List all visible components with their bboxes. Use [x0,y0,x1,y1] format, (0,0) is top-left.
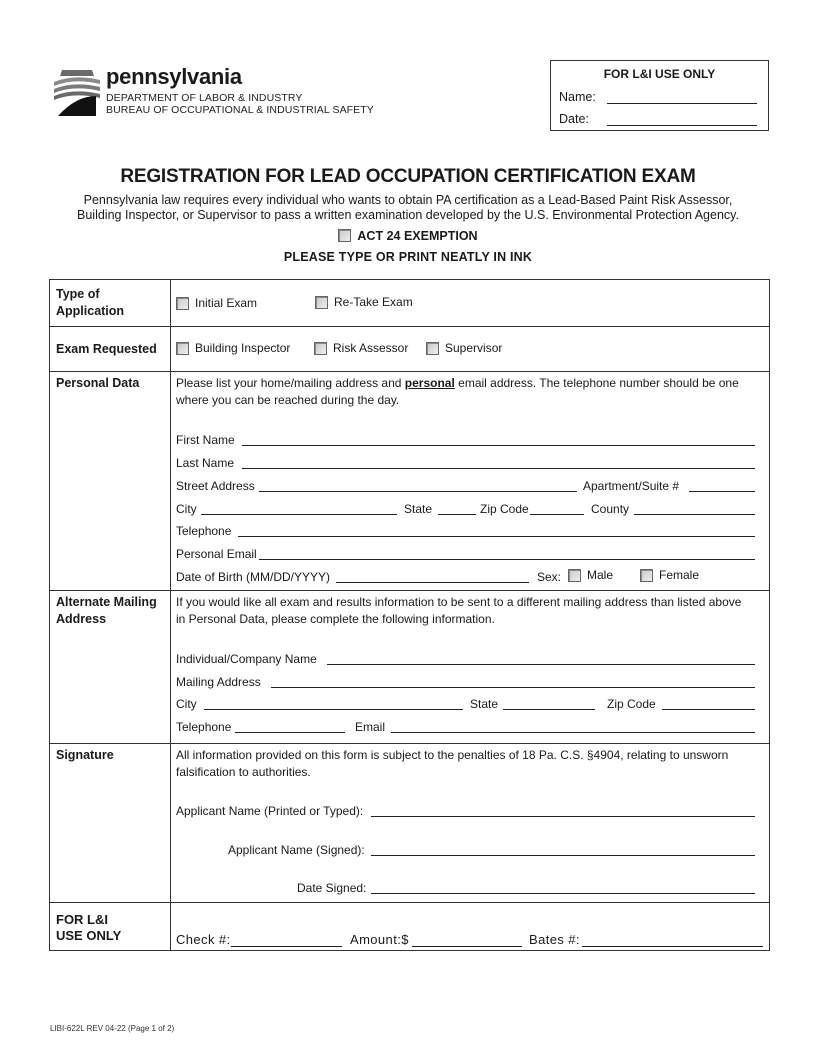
alt-city-label: City [176,697,197,711]
form-number-footer: LIBI-622L REV 04-22 (Page 1 of 2) [50,1024,175,1033]
org-name: pennsylvania [106,64,242,89]
alt-city-input[interactable] [204,709,463,710]
zip-label: Zip Code [480,502,529,516]
dob-label: Date of Birth (MM/DD/YYYY) [176,570,331,584]
signed-name-input[interactable] [371,855,755,856]
registration-table [49,279,770,951]
row-divider [50,743,769,744]
personal-data-label: Personal Data [56,376,140,390]
telephone-label: Telephone [176,524,232,538]
telephone-input[interactable] [238,536,755,537]
company-name-input[interactable] [327,664,755,665]
apartment-input[interactable] [689,491,755,492]
row-divider [50,326,769,327]
date-signed-label: Date Signed: [297,881,367,895]
alt-email-label: Email [355,720,386,734]
alternate-address-label: Alternate Mailing Address [56,595,157,626]
act24-exemption-label: ACT 24 EXEMPTION [357,229,478,243]
personal-email-label: Personal Email [176,547,257,561]
supervisor-option[interactable]: Supervisor [426,341,502,355]
intro-line-1: Pennsylvania law requires every individual who wants to obtain PA certification as a Lead-Based Paint Risk Assessor, [83,193,733,207]
female-checkbox[interactable] [640,569,653,582]
act24-exemption [0,229,816,243]
male-checkbox[interactable] [568,569,581,582]
intro-line-2: Building Inspector, or Supervisor to pass a written examination developed by the U.S. Environmental Protection Agency. [77,208,739,222]
row-divider [50,371,769,372]
agency-logo [52,64,382,116]
supervisor-checkbox[interactable] [426,342,439,355]
alt-zip-input[interactable] [662,709,755,710]
form-intro [40,193,776,223]
column-divider [170,280,171,950]
signature-instructions: All information provided on this form is subject to the penalties of 18 Pa. C.S. §4904, relating to unsworn falsification to authorities. [176,748,729,779]
zip-input[interactable] [530,514,584,515]
last-name-label: Last Name [176,456,235,470]
mailing-address-input[interactable] [271,687,755,688]
office-date-field[interactable] [559,112,764,128]
personal-email-input[interactable] [259,559,755,560]
check-number-input[interactable] [231,946,342,947]
mailing-address-label: Mailing Address [176,675,261,689]
alt-zip-label: Zip Code [607,697,656,711]
street-address-label: Street Address [176,479,255,493]
signature-label: Signature [56,748,114,762]
last-name-input[interactable] [242,468,755,469]
bureau-name: BUREAU OF OCCUPATIONAL & INDUSTRIAL SAFETY [106,104,374,116]
date-signed-input[interactable] [371,893,755,894]
alt-email-input[interactable] [391,732,755,733]
check-number-label: Check #: [176,932,231,947]
first-name-input[interactable] [242,445,755,446]
row-divider [50,590,769,591]
sex-label: Sex: [537,570,562,584]
first-name-label: First Name [176,433,235,447]
office-use-title: FOR L&I USE ONLY [603,67,716,81]
office-name-field[interactable] [559,90,764,106]
initial-exam-checkbox[interactable] [176,297,189,310]
amount-label: Amount:$ [350,932,409,947]
female-option[interactable]: Female [640,568,699,582]
risk-assessor-checkbox[interactable] [314,342,327,355]
alt-state-label: State [470,697,499,711]
state-input[interactable] [438,514,476,515]
office-use-label: FOR L&I USE ONLY [56,912,122,943]
form-title: REGISTRATION FOR LEAD OCCUPATION CERTIFICATION EXAM [120,166,696,187]
building-inspector-option[interactable]: Building Inspector [176,341,290,355]
county-input[interactable] [634,514,755,515]
retake-exam-checkbox[interactable] [315,296,328,309]
city-input[interactable] [201,514,397,515]
bates-number-label: Bates #: [529,932,580,947]
type-of-application-label: Type of Application [56,287,125,318]
dob-input[interactable] [336,582,529,583]
alt-telephone-input[interactable] [235,732,345,733]
initial-exam-option[interactable]: Initial Exam [176,296,257,310]
alt-state-input[interactable] [503,709,595,710]
state-label: State [404,502,433,516]
county-label: County [591,502,630,516]
bates-number-input[interactable] [582,946,763,947]
keystone-logo-icon [52,66,102,116]
office-name-label: Name: [559,90,596,104]
alt-telephone-label: Telephone [176,720,232,734]
row-divider [50,902,769,903]
signed-name-label: Applicant Name (Signed): [228,843,365,857]
personal-data-instructions: Please list your home/mailing address and personal email address. The telephone number should be one where you can be reached during the day. [176,376,739,407]
building-inspector-checkbox[interactable] [176,342,189,355]
printed-name-label: Applicant Name (Printed or Typed): [176,804,364,818]
personal-emphasis: personal [404,376,455,390]
exam-requested-label: Exam Requested [56,342,157,356]
risk-assessor-option[interactable]: Risk Assessor [314,341,408,355]
male-option[interactable]: Male [568,568,613,582]
street-address-input[interactable] [259,491,577,492]
apartment-label: Apartment/Suite # [583,479,680,493]
department-name: DEPARTMENT OF LABOR & INDUSTRY [106,92,303,104]
city-label: City [176,502,197,516]
retake-exam-option[interactable]: Re-Take Exam [315,295,413,309]
printed-name-input[interactable] [371,816,755,817]
company-name-label: Individual/Company Name [176,652,317,666]
alternate-address-instructions: If you would like all exam and results information to be sent to a different mailing address than listed above in Personal Data, please complete the following information. [176,595,742,626]
amount-input[interactable] [412,946,522,947]
office-use-box [550,60,769,131]
act24-exemption-checkbox[interactable] [338,229,351,242]
office-date-label: Date: [559,112,589,126]
ink-instructions: PLEASE TYPE OR PRINT NEATLY IN INK [283,250,533,264]
